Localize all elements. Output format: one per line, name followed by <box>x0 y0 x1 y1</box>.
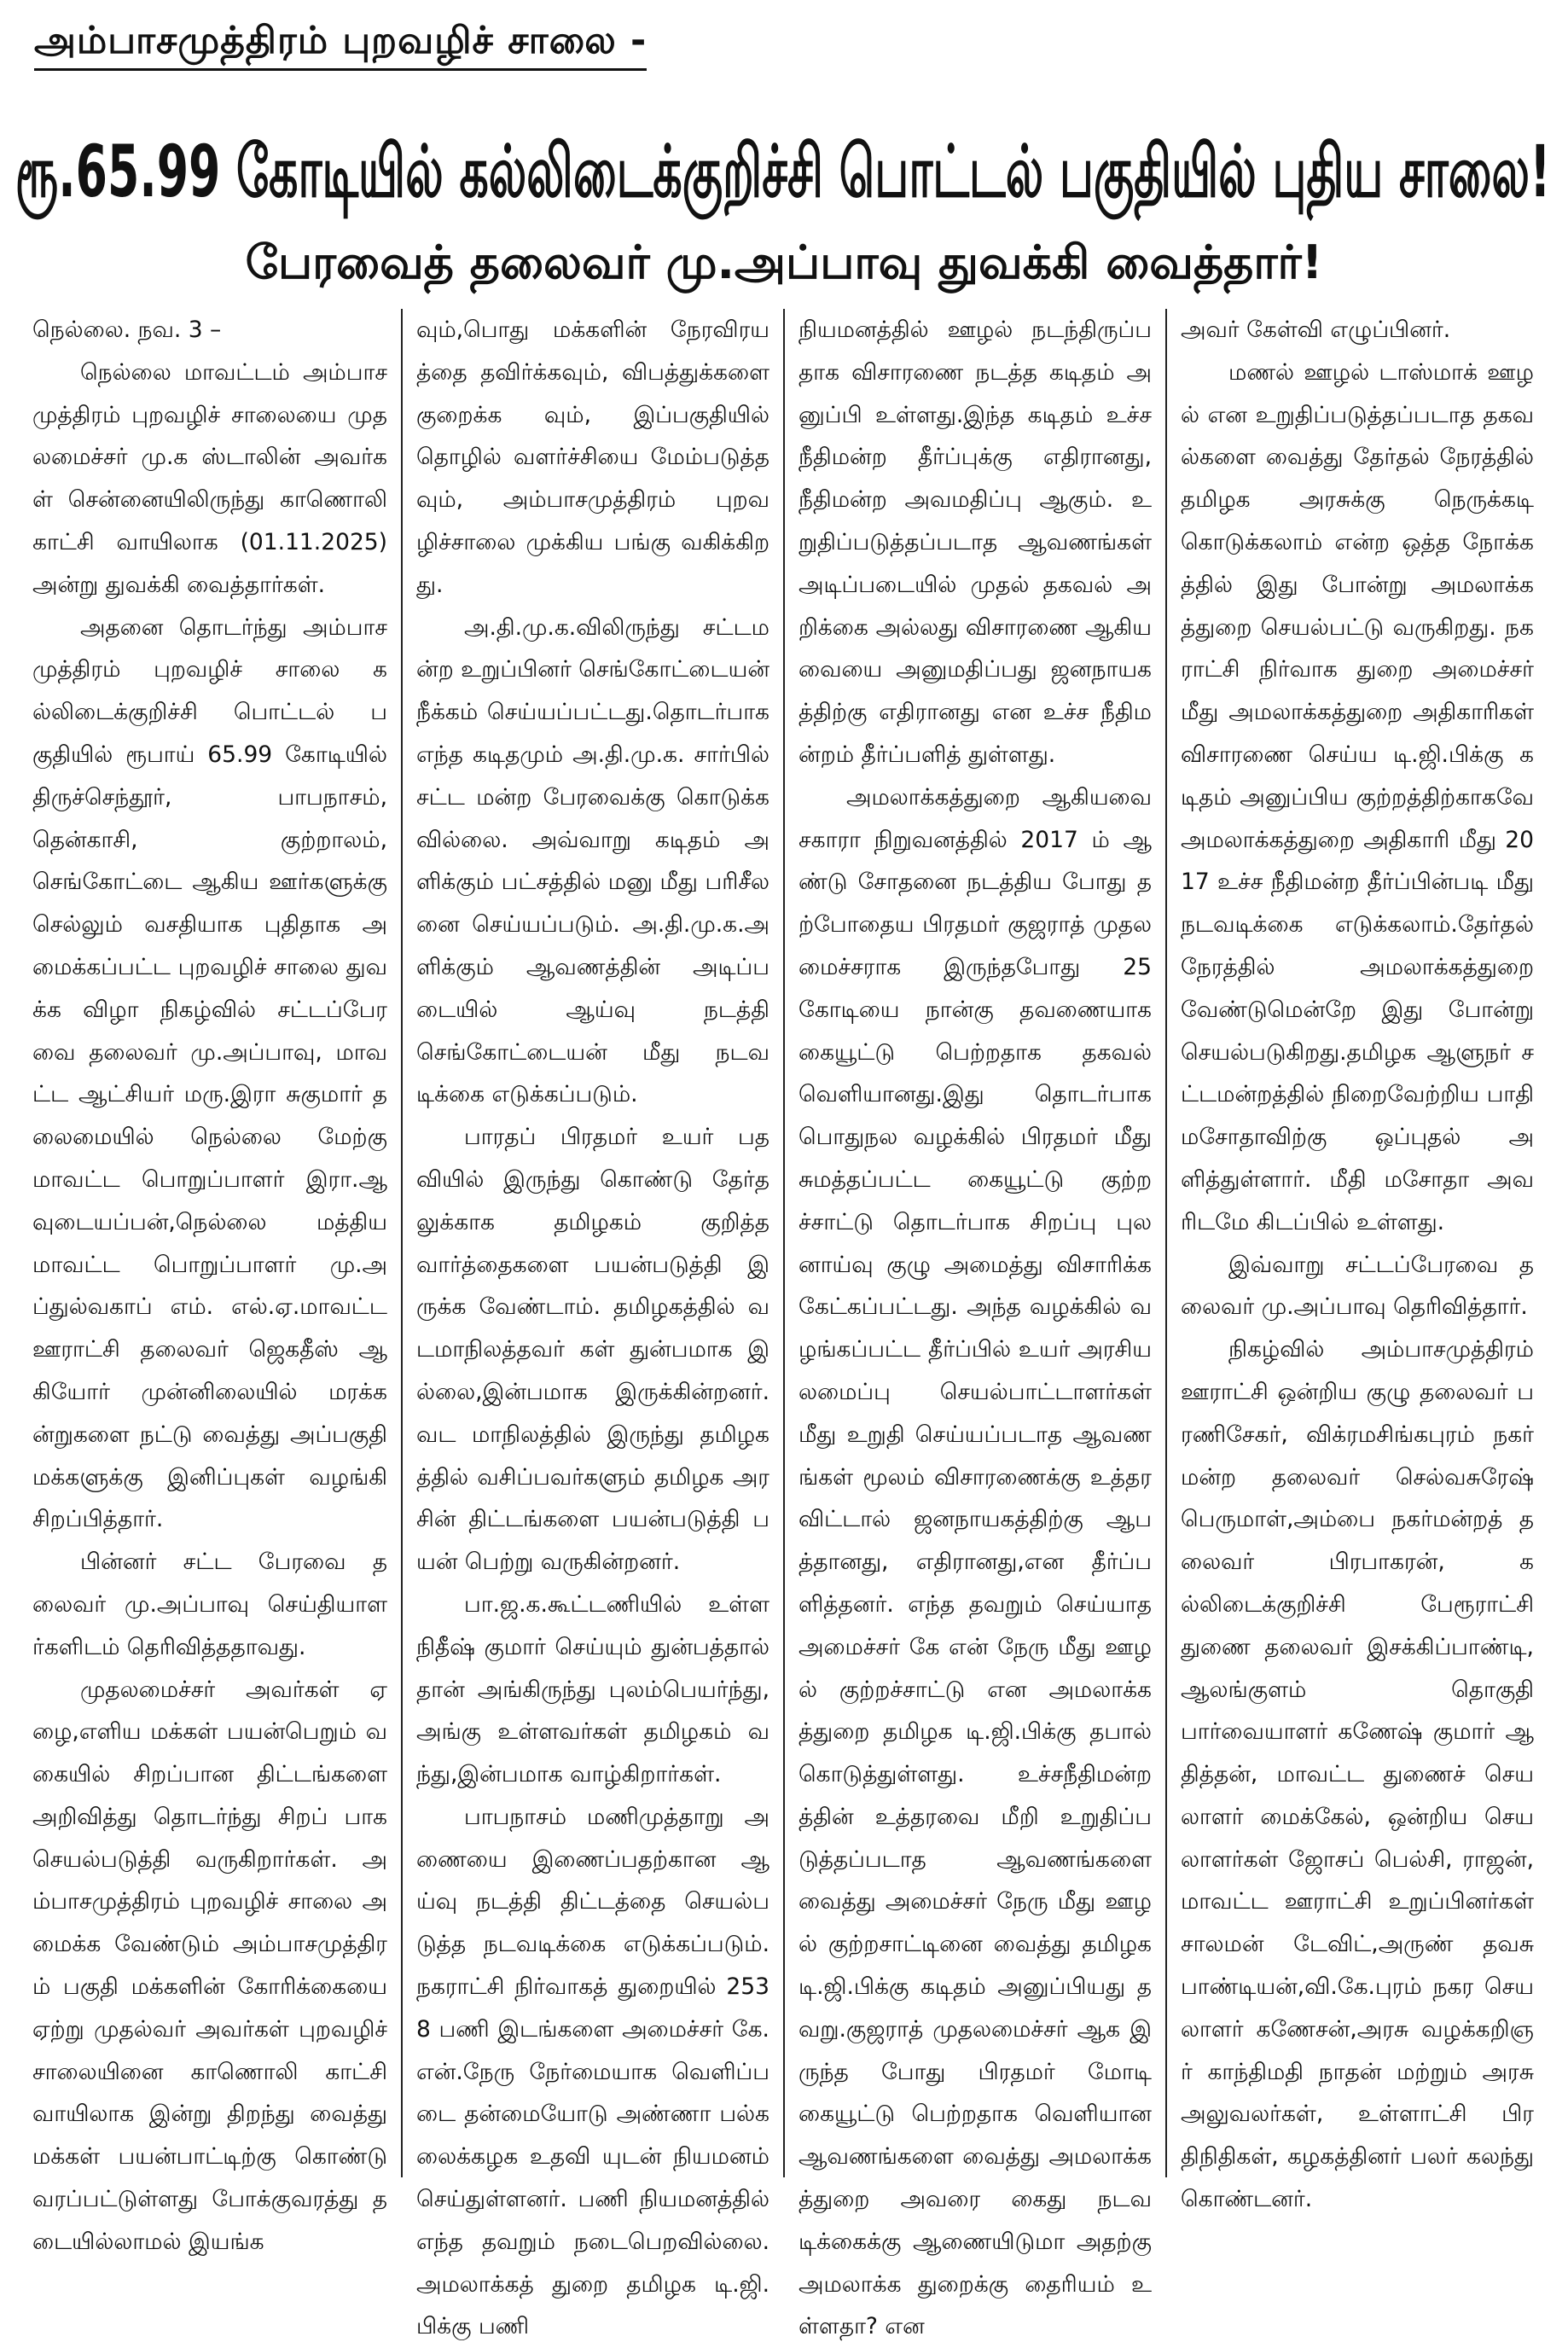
paragraph: பா.ஜ.க.கூட்டணியில் உள்ள நிதீஷ் குமார் செய்யும் துன்பத்தால் தான் அங்கிருந்து புலம்பெயர்ந்து, அங்கு உள்ளவர்கள் தமிழகம் வந்து,இன்பமாக வாழ்கிறார்கள். <box>416 1590 769 1788</box>
paragraph: பின்னர் சட்ட பேரவை தலைவர் மு.அப்பாவு செய்தியாளர்களிடம் தெரிவித்ததாவது. <box>32 1549 387 1660</box>
paragraph: வும்,பொது மக்களின் நேரவிரயத்தை தவிர்க்கவும், விபத்துக்களை குறைக்க வும், இப்பகுதியில் தொழில் வளர்ச்சியை மேம்படுத்த வும், அம்பாசமுத்திரம் புறவழிச்சாலை முக்கிய பங்கு வகிக்கிறது. <box>416 317 769 598</box>
paragraph: அதனை தொடர்ந்து அம்பாசமுத்திரம் புறவழிச் சாலை கல்லிடைக்குறிச்சி பொட்டல் பகுதியில் ரூபாய் 65.99 கோடியில் திருச்செந்தூர், பாபநாசம், தென்காசி, குற்றாலம், செங்கோட்டை ஆகிய ஊர்களுக்கு செல்லும் வசதியாக புதிதாக அமைக்கப்பட்ட புறவழிச் சாலை துவக்க விழா நிகழ்வில் சட்டப்பேரவை தலைவர் மு.அப்பாவு, மாவட்ட ஆட்சியர் மரு.இரா சுகுமார் தலைமையில் நெல்லை மேற்கு மாவட்ட பொறுப்பாளர் இரா.ஆவுடையப்பன்,நெல்லை மத்திய மாவட்ட பொறுப்பாளர் மு.அப்துல்வகாப் எம். எல்.ஏ.மாவட்ட ஊராட்சி தலைவர் ஜெகதீஸ் ஆகியோர் முன்னிலையில் மரக்கன்றுகளை நட்டு வைத்து அப்பகுதி மக்களுக்கு இனிப்புகள் வழங்கி சிறப்பித்தார். <box>32 613 387 1533</box>
paragraph: நியமனத்தில் ஊழல் நடந்திருப்பதாக விசாரணை நடத்த கடிதம் அனுப்பி உள்ளது.இந்த கடிதம் உச்ச நீதிமன்ற தீர்ப்புக்கு எதிரானது,நீதிமன்ற அவமதிப்பு ஆகும். உறுதிப்படுத்தப்படாத ஆவணங்கள் அடிப்படையில் முதல் தகவல் அறிக்கை அல்லது விசாரணை ஆகியவையை அனுமதிப்பது ஜனநாயகத்திற்கு எதிரானது என உச்ச நீதிமன்றம் தீர்ப்பளித் துள்ளது. <box>799 317 1152 768</box>
paragraph: முதலமைச்சர் அவர்கள் ஏழை,எளிய மக்கள் பயன்பெறும் வகையில் சிறப்பான திட்டங்களை அறிவித்து தொடர்ந்து சிறப் பாக செயல்படுத்தி வருகிறார்கள். அம்பாசமுத்திரம் புறவழிச் சாலை அமைக்க வேண்டும் அம்பாசமுத்திரம் பகுதி மக்களின் கோரிக்கையை ஏற்று முதல்வர் அவர்கள் புறவழிச் சாலையினை காணொலி காட்சி வாயிலாக இன்று திறந்து வைத்து மக்கள் பயன்பாட்டிற்கு கொண்டு வரப்பட்டுள்ளது போக்குவரத்து தடையில்லாமல் இயங்க <box>32 1676 387 2255</box>
paragraph: நெல்லை மாவட்டம் அம்பாசமுத்திரம் புறவழிச் சாலையை முதலமைச்சர் மு.க ஸ்டாலின் அவர்கள் சென்னையிலிருந்து காணொலி காட்சி வாயிலாக (01.11.2025) அன்று துவக்கி வைத்தார்கள். <box>32 358 387 598</box>
article-headline: ரூ.65.99 கோடியில் கல்லிடைக்குறிச்சி பொட்டல் பகுதியில் புதிய சாலை! <box>15 129 1551 214</box>
paragraph: பாரதப் பிரதமர் உயர் பதவியில் இருந்து கொண்டு தேர்தலுக்காக தமிழகம் குறித்த வார்த்தைகளை பயன்படுத்தி இருக்க வேண்டாம். தமிழகத்தில் வடமாநிலத்தவர் கள் துன்பமாக இல்லை,இன்பமாக இருக்கின்றனர்.வட மாநிலத்தில் இருந்து தமிழகத்தில் வசிப்பவர்களும் தமிழக அரசின் திட்டங்களை பயன்படுத்தி பயன் பெற்று வருகின்றனர். <box>416 1124 769 1576</box>
article-column-2 <box>401 309 783 2340</box>
paragraph: நிகழ்வில் அம்பாசமுத்திரம் ஊராட்சி ஒன்றிய குழு தலைவர் பரணிசேகர், விக்ரமசிங்கபுரம் நகர் மன்ற தலைவர் செல்வசுரேஷ் பெருமாள்,அம்பை நகர்மன்றத் தலைவர் பிரபாகரன், கல்லிடைக்குறிச்சி பேரூராட்சி துணை தலைவர் இசக்கிப்பாண்டி,ஆலங்குளம் தொகுதி பார்வையாளர் கணேஷ் குமார் ஆதித்தன், மாவட்ட துணைச் செயலாளர் மைக்கேல், ஒன்றிய செயலாளர்கள் ஜோசப் பெல்சி, ராஜன், மாவட்ட ஊராட்சி உறுப்பினர்கள் சாலமன் டேவிட்,அருண் தவசு பாண்டியன்,வி.கே.புரம் நகர செயலாளர் கணேசன்,அரசு வழக்கறிஞர் காந்திமதி நாதன் மற்றும் அரசு அலுவலர்கள், உள்ளாட்சி பிரதிநிதிகள், கழகத்தினர் பலர் கலந்து கொண்டனர். <box>1181 1336 1534 2213</box>
paragraph: அவர் கேள்வி எழுப்பினர். <box>1181 317 1451 343</box>
article-kicker: அம்பாசமுத்திரம் புறவழிச் சாலை - <box>34 15 647 71</box>
paragraph: மணல் ஊழல் டாஸ்மாக் ஊழல் என உறுதிப்படுத்தப்படாத தகவல்களை வைத்து தேர்தல் நேரத்தில் தமிழக அரசுக்கு நெருக்கடி கொடுக்கலாம் என்ற ஒத்த நோக்கத்தில் இது போன்று அமலாக்கத்துறை செயல்பட்டு வருகிறது. நகராட்சி நிர்வாக துறை அமைச்சர் மீது அமலாக்கத்துறை அதிகாரிகள் விசாரணை செய்ய டி.ஜி.பிக்கு கடிதம் அனுப்பிய குற்றத்திற்காகவே அமலாக்கத்துறை அதிகாரி மீது 2017 உச்ச நீதிமன்ற தீர்ப்பின்படி மீது நடவடிக்கை எடுக்கலாம்.தேர்தல் நேரத்தில் அமலாக்கத்துறை வேண்டுமென்றே இது போன்று செயல்படுகிறது.தமிழக ஆளுநர் சட்டமன்றத்தில் நிறைவேற்றிய பாதி மசோதாவிற்கு ஒப்புதல் அளித்துள்ளார். மீதி மசோதா அவரிடமே கிடப்பில் உள்ளது. <box>1181 358 1534 1235</box>
paragraph: அ.தி.மு.க.விலிருந்து சட்டமன்ற உறுப்பினர் செங்கோட்டையன் நீக்கம் செய்யப்பட்டது.தொடர்பாக எந்த கடிதமும் அ.தி.மு.க. சார்பில் சட்ட மன்ற பேரவைக்கு கொடுக்க வில்லை. அவ்வாறு கடிதம் அளிக்கும் பட்சத்தில் மனு மீது பரிசீலனை செய்யப்படும். அ.தி.மு.க.அளிக்கும் ஆவணத்தின் அடிப்படையில் ஆய்வு நடத்தி செங்கோட்டையன் மீது நடவடிக்கை எடுக்கப்படும். <box>416 613 770 1108</box>
article-column-4 <box>1165 309 1548 2213</box>
paragraph: அமலாக்கத்துறை ஆகியவை சகாரா நிறுவனத்தில் 2017 ம் ஆண்டு சோதனை நடத்திய போது தற்போதைய பிரதமர் குஜராத் முதலமைச்சராக இருந்தபோது 25 கோடியை நான்கு தவணையாக கையூட்டு பெற்றதாக தகவல் வெளியானது.இது தொடர்பாக பொதுநல வழக்கில் பிரதமர் மீது சுமத்தப்பட்ட கையூட்டு குற்றச்சாட்டு தொடர்பாக சிறப்பு புலனாய்வு குழு அமைத்து விசாரிக்க கேட்கப்பட்டது. அந்த வழக்கில் வழங்கப்பட்ட தீர்ப்பில் உயர் அரசியலமைப்பு செயல்பாட்டாளர்கள் மீது உறுதி செய்யப்படாத ஆவணங்கள் மூலம் விசாரணைக்கு உத்தரவிட்டால் ஜனநாயகத்திற்கு ஆபத்தானது, எதிரானது,என தீர்ப்பளித்தனர். எந்த தவறும் செய்யாத அமைச்சர் கே என் நேரு மீது ஊழல் குற்றச்சாட்டு என அமலாக்கத்துறை தமிழக டி.ஜி.பிக்கு தபால் கொடுத்துள்ளது. உச்சநீதிமன்றத்தின் உத்தரவை மீறி உறுதிப்படுத்தப்படாத ஆவணங்களை வைத்து அமைச்சர் நேரு மீது ஊழல் குற்றசாட்டினை வைத்து தமிழக டி.ஜி.பிக்கு கடிதம் அனுப்பியது தவறு.குஜராத் முதலமைச்சர் ஆக இருந்த போது பிரதமர் மோடி கையூட்டு பெற்றதாக வெளியான ஆவணங்களை வைத்து அமலாக்கத்துறை அவரை கைது நடவடிக்கைக்கு ஆணையிடுமா அதற்கு அமலாக்க துறைக்கு தைரியம் உள்ளதா? என <box>799 783 1152 2340</box>
article-subheadline: பேரவைத் தலைவர் மு.அப்பாவு துவக்கி வைத்தார்! <box>245 235 1323 289</box>
article-column-1 <box>19 309 401 2255</box>
paragraph: இவ்வாறு சட்டப்பேரவை தலைவர் மு.அப்பாவு தெரிவித்தார். <box>1181 1251 1534 1321</box>
article-body <box>19 309 1559 2340</box>
dateline: நெல்லை. நவ. 3 – <box>32 317 222 343</box>
article-column-3 <box>783 309 1165 2340</box>
paragraph: பாபநாசம் மணிமுத்தாறு அணையை இணைப்பதற்கான ஆய்வு நடத்தி திட்டத்தை செயல்படுத்த நடவடிக்கை எடுக்கப்படும். நகராட்சி நிர்வாகத் துறையில் 2538 பணி இடங்களை அமைச்சர் கே.என்.நேரு நேர்மையாக வெளிப்படை தன்மையோடு அண்ணா பல்கலைக்கழக உதவி யுடன் நியமனம் செய்துள்ளனர். பணி நியமனத்தில் எந்த தவறும் நடைபெறவில்லை.அமலாக்கத் துறை தமிழக டி.ஜி.பிக்கு பணி <box>416 1803 769 2340</box>
